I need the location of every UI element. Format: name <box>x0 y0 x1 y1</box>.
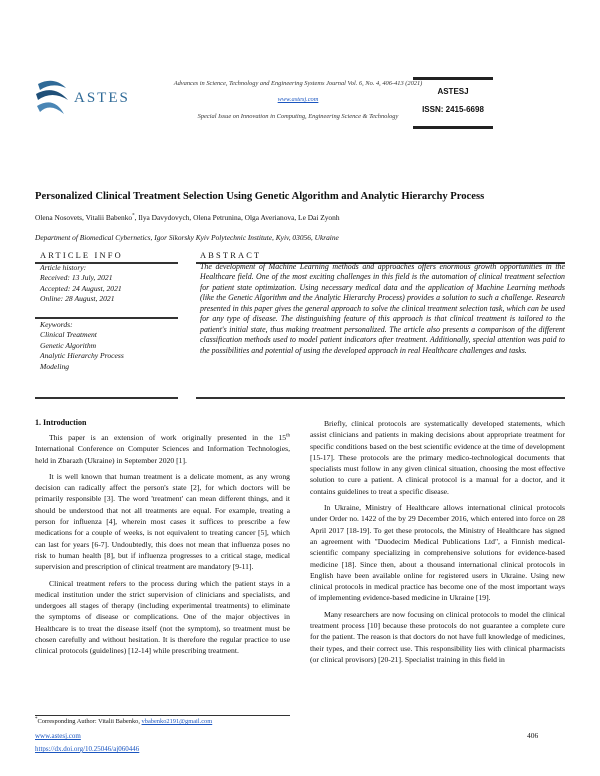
footnote-label: Corresponding Author: Vitalii Babenko, <box>37 718 142 725</box>
text: International Conference on Computer Sciences and Information Technologies, held in Zbarazh (Ukraine) in September 2020 [1]. <box>35 444 290 465</box>
journal-website[interactable] <box>140 96 456 103</box>
paper-title: Personalized Clinical Treatment Selection Using Genetic Algorithm and Analytic Hierarchy Process <box>35 191 485 202</box>
astes-logo <box>34 76 134 118</box>
website-link[interactable]: www.astesj.com <box>35 732 81 740</box>
footnote-divider <box>35 715 290 716</box>
received-date: Received: 13 July, 2021 <box>40 273 113 283</box>
page-number: 406 <box>527 731 539 740</box>
author-email-link[interactable]: vbabenko2191@gmail.com <box>141 718 213 725</box>
divider <box>413 126 493 129</box>
logo-text: ASTES <box>74 90 130 106</box>
special-issue: Special Issue on Innovation in Computing, Engineering Science & Technology <box>197 113 399 120</box>
right-column <box>310 418 565 670</box>
section-heading: 1. Introduction <box>35 418 87 427</box>
text: This paper is an extension of work originally presented in the 15 <box>49 433 287 442</box>
footnote-mark: * <box>35 716 38 722</box>
keyword: Modeling <box>40 361 70 371</box>
abstract-heading: ABSTRACT <box>200 251 262 260</box>
astes-swoosh-icon <box>34 76 74 118</box>
paragraph: It is well known that human treatment is a delicate moment, as any wrong decision can radically affect the person's state [2], for which doctors will be primarily responsible [3]. The word 'treatment' can mean different things, and it should be understood that not all treatments are equal. For example, treating a person for influenza [4], wherein most cases it suffices to prescribe a few medications for a couple of weeks, is not equivalent to treating cancer [5], which can last for years [6-7]. Undoubtedly, this does not mean that influenza poses no risk to human health [8], but if influenza progresses to a critical stage, medical supervision and prescription of clinical treatment are mandatory [9-11]. <box>35 471 290 572</box>
divider <box>413 77 493 80</box>
journal-website-link[interactable]: www.astesj.com <box>277 96 319 103</box>
keyword: Analytic Hierarchy Process <box>40 351 124 361</box>
online-date: Online: 28 August, 2021 <box>40 294 115 304</box>
journal-line: Advances in Science, Technology and Engineering Systems Journal Vol. 6, No. 4, 406-413 (2021) <box>173 80 423 87</box>
keyword: Clinical Treatment <box>40 330 97 340</box>
corresponding-mark: * <box>132 213 135 219</box>
doi-link[interactable]: https://dx.doi.org/10.25046/aj060446 <box>35 745 140 753</box>
journal-abbrev: ASTESJ <box>437 87 469 96</box>
footnote <box>35 718 212 725</box>
divider <box>35 397 178 399</box>
issn: ISSN: 2415-6698 <box>422 105 484 114</box>
authors <box>35 213 340 222</box>
paragraph: Clinical treatment refers to the process during which the patient stays in a medical institution under the strict supervision of clinicians and specialists, and undergoes all stages of therapy (including experimental treatments) to eliminate the symptoms of disease or complications. One of the major objectives in Healthcare is to treat the disease itself (not the symptom), so treatment must be chosen carefully and without hesitation. It is therefore the regular practice to use clinical protocols (guidelines) [12-14] while prescribing treatment. <box>35 578 290 656</box>
keyword: Genetic Algorithm <box>40 340 97 350</box>
article-history <box>40 263 122 305</box>
keywords-label: Keywords: <box>40 320 73 329</box>
divider <box>35 317 178 319</box>
superscript: th <box>286 433 290 439</box>
paragraph: Many researchers are now focusing on clinical protocols to model the clinical treatment process [10] because these protocols do not guarantee a complete cure for the patient. The reason is that doctors do not have full knowledge of medicines, their types, and their correct use. This responsibility lies with clinical pharmacists (or clinical provisors) [20-21]. Specialist training in this field in <box>310 609 565 664</box>
keywords <box>40 320 124 372</box>
paragraph: Briefly, clinical protocols are systematically developed statements, which assist clinicians and patients in making decisions about appropriate treatment for specific conditions based on the best scientific evidence at the time of development [15-17]. These protocols are the primary medico-technological documents that specialists must follow in any given clinical situation, choosing the most effective solution to cure a patient. A clinical protocol is a manual for a doctor, and it contains guidelines to treat a specific disease. <box>310 419 565 496</box>
divider <box>196 397 565 399</box>
left-column <box>35 432 290 662</box>
history-label: Article history: <box>40 263 87 272</box>
accepted-date: Accepted: 24 August, 2021 <box>40 283 122 293</box>
affiliation: Department of Biomedical Cybernetics, Igor Sikorsky Kyiv Polytechnic Institute, Kyiv, 03056, Ukraine <box>35 233 339 242</box>
paragraph <box>35 432 290 466</box>
article-info-heading: ARTICLE INFO <box>40 251 123 260</box>
abstract-text: The development of Machine Learning methods and approaches offers enormous growth opportunities in the Healthcare field. One of the most exciting challenges in this field is the automation of clinical treatment selection for patient state optimization. Using necessary medical data and the application of Machine Learning methods (like the Genetic Algorithm and the Analytic Hierarchy Process) provides a solution to such a challenge. Research presented in this paper gives the general approach to solve the clinical treatment selection task, which can be used for any type of disease. The distinguishing feature of this approach is that clinical treatment is tailored to the patient's initial state, thus making treatment personalized. The article also presents a comparison of the different classification methods used to model patient indicators after treatment. Additionally, special attention was paid to the possibilities and potential of using the developed approach in real Healthcare challenges and tasks. <box>200 262 565 355</box>
authors-part: , Ilya Davydovych, Olena Petrunina, Olga Averianova, Le Dai Zyonh <box>134 213 340 222</box>
paragraph: In Ukraine, Ministry of Healthcare allows international clinical protocols under Order no. 1422 of the by 29 December 2016, which entered into force on 28 April 2017 [18-19]. To get these protocols, the Ministry of Healthcare has signed an agreement with "Duodecim Medical Publications Ltd", a Finnish medical-scientific company specializing in comprehensive solutions for evidence-based medicine [18]. Since then, about a thousand international clinical protocols in English have been available online for registered users in Ukraine. Using new clinical protocols in medical practice has become one of the most important ways of implementing evidence-based medicine in Ukraine [19]. <box>310 503 565 603</box>
authors-part: Olena Nosovets, Vitalii Babenko <box>35 213 133 222</box>
